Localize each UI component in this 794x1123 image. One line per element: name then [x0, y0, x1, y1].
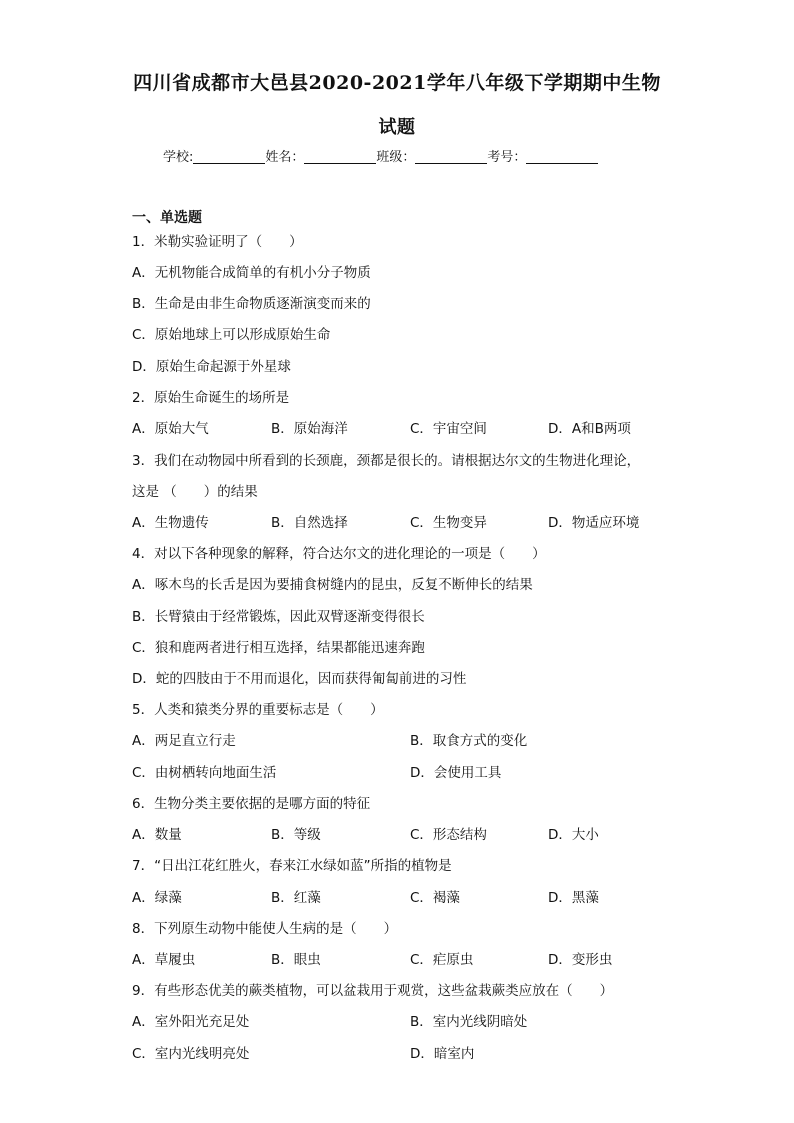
question-option[interactable]: B．取食方式的变化 [410, 733, 528, 749]
class-field[interactable] [415, 149, 487, 164]
document-title-line2: 试题 [378, 117, 416, 138]
question-stem-continued: 这是 （ ）的结果 [132, 484, 258, 500]
question-option[interactable]: B．生命是由非生命物质逐渐演变而来的 [132, 296, 371, 312]
question-option[interactable]: B．室内光线阴暗处 [410, 1014, 528, 1030]
name-label: 姓名： [265, 150, 305, 165]
question-stem: 9．有些形态优美的蕨类植物，可以盆栽用于观赏，这些盆栽蕨类应放在（ ） [132, 983, 614, 999]
question-option[interactable]: A．绿藻 [132, 890, 182, 906]
question-option[interactable]: D．原始生命起源于外星球 [132, 359, 291, 375]
question-option[interactable]: A．室外阳光充足处 [132, 1014, 250, 1030]
question-option[interactable]: D．物适应环境 [548, 515, 640, 531]
question-option[interactable]: B．等级 [271, 827, 321, 843]
question-option[interactable]: C．原始地球上可以形成原始生命 [132, 327, 331, 343]
question-stem: 3．我们在动物园中所看到的长颈鹿，颈都是很长的。请根据达尔文的生物进化理论， [132, 453, 641, 469]
question-option[interactable]: A．无机物能合成简单的有机小分子物质 [132, 265, 371, 281]
question-stem: 2．原始生命诞生的场所是 [132, 390, 290, 406]
question-option[interactable]: C．疟原虫 [410, 952, 474, 968]
document-title-line1: 四川省成都市大邑县2020-2021学年八年级下学期期中生物 [133, 72, 661, 94]
question-option[interactable]: D．大小 [548, 827, 599, 843]
question-option[interactable]: A．数量 [132, 827, 182, 843]
question-option[interactable]: D．会使用工具 [410, 765, 502, 781]
name-field[interactable] [304, 149, 376, 164]
question-option[interactable]: C．生物变异 [410, 515, 487, 531]
question-option[interactable]: B．原始海洋 [271, 421, 348, 437]
question-option[interactable]: A．两足直立行走 [132, 733, 236, 749]
section-title: 一、单选题 [132, 210, 202, 226]
question-stem: 7．“日出江花红胜火，春来江水绿如蓝”所指的植物是 [132, 858, 452, 874]
question-option[interactable]: D．暗室内 [410, 1046, 475, 1062]
question-option[interactable]: D．A和B两项 [548, 421, 631, 437]
question-stem: 5．人类和猿类分界的重要标志是（ ） [132, 702, 384, 718]
question-option[interactable]: A．草履虫 [132, 952, 196, 968]
question-option[interactable]: C．由树栖转向地面生活 [132, 765, 277, 781]
question-option[interactable]: B．自然选择 [271, 515, 348, 531]
question-option[interactable]: B．眼虫 [271, 952, 321, 968]
question-option[interactable]: B．红藻 [271, 890, 321, 906]
question-stem: 8．下列原生动物中能使人生病的是（ ） [132, 921, 398, 937]
question-option[interactable]: C．狼和鹿两者进行相互选择，结果都能迅速奔跑 [132, 640, 425, 656]
question-option[interactable]: D．变形虫 [548, 952, 613, 968]
question-option[interactable]: C．褐藻 [410, 890, 460, 906]
question-option[interactable]: A．啄木鸟的长舌是因为要捕食树缝内的昆虫，反复不断伸长的结果 [132, 577, 533, 593]
question-option[interactable]: C．形态结构 [410, 827, 487, 843]
question-option[interactable]: C．室内光线明亮处 [132, 1046, 250, 1062]
question-stem: 1．米勒实验证明了（ ） [132, 234, 303, 250]
school-field[interactable] [193, 149, 265, 164]
question-stem: 4．对以下各种现象的解释，符合达尔文的进化理论的一项是（ ） [132, 546, 546, 562]
question-option[interactable]: D．蛇的四肢由于不用而退化，因而获得匍匐前进的习性 [132, 671, 467, 687]
student-info-row [163, 146, 598, 165]
question-stem: 6．生物分类主要依据的是哪方面的特征 [132, 796, 371, 812]
exam-number-field[interactable] [526, 149, 598, 164]
class-label: 班级： [376, 150, 416, 165]
question-option[interactable]: D．黑藻 [548, 890, 599, 906]
question-option[interactable]: A．原始大气 [132, 421, 209, 437]
question-option[interactable]: C．宇宙空间 [410, 421, 487, 437]
exam-number-label: 考号： [487, 150, 527, 165]
school-label: 学校: [163, 150, 194, 165]
question-option[interactable]: B．长臂猿由于经常锻炼，因此双臂逐渐变得很长 [132, 609, 425, 625]
question-option[interactable]: A．生物遗传 [132, 515, 209, 531]
